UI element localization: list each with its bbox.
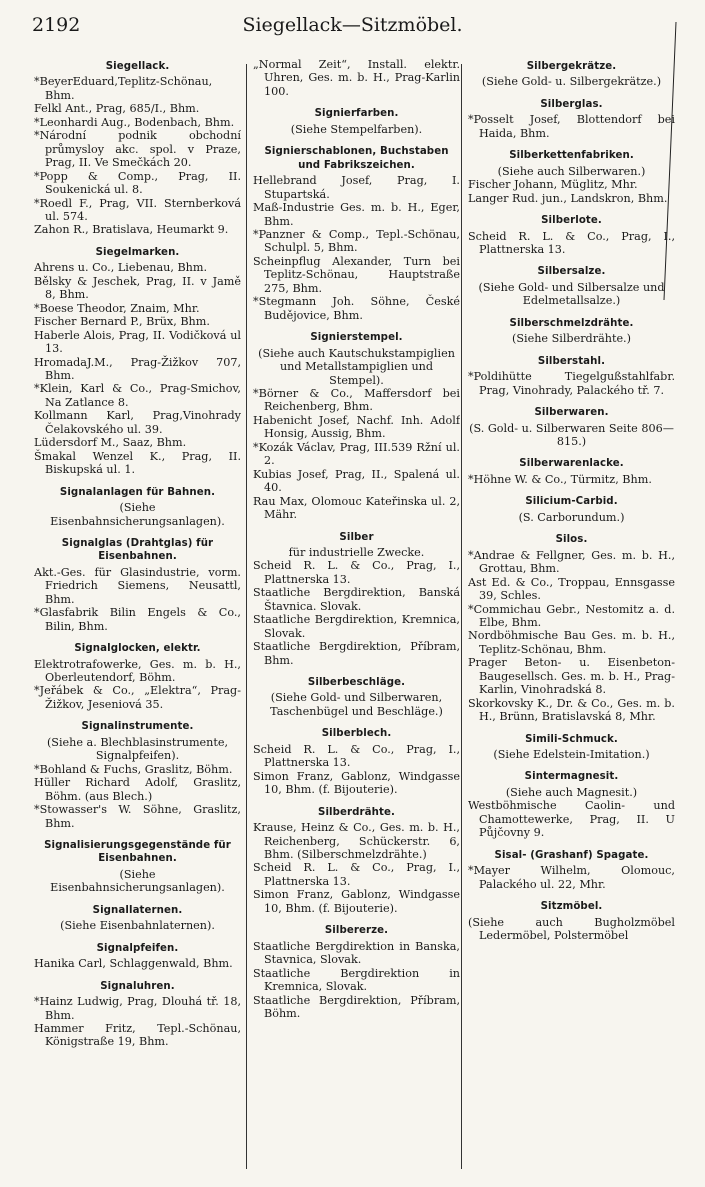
directory-entry: Kollmann Karl, Prag,Vinohrady Čelakovského ul. 39.: [34, 409, 241, 436]
directory-entry: Fischer Bernard P., Brüx, Bhm.: [34, 315, 210, 329]
section-heading: Silbergekrätze.: [526, 61, 617, 72]
column-divider: [461, 64, 462, 1169]
section-heading: Signalglocken, elektr.: [74, 643, 201, 655]
directory-entry: Prager Beton- u. Eisenbeton-Baugesellsch. Ges. m. b. H., Prag-Karlin, Vinohradská 8.: [468, 656, 675, 697]
directory-columns: [34, 58, 674, 1176]
section-heading: Silberwarenlacke.: [519, 458, 624, 470]
directory-entry: Zahon R., Bratislava, Heumarkt 9.: [34, 223, 229, 237]
directory-entry: Lüdersdorf M., Saaz, Bhm.: [34, 436, 187, 450]
directory-entry: Bělsky & Jeschek, Prag, II. v Jamě 8, Bhm.: [34, 274, 241, 302]
directory-entry: *Andrae & Fellgner, Ges. m. b. H., Grottau, Bhm.: [468, 548, 675, 576]
section-heading: Silberschmelzdrähte.: [509, 317, 634, 329]
cross-reference: (Siehe auch Kautschukstampiglien und Metallstampiglien und Stempel).: [258, 346, 455, 387]
section-heading: Siegelmarken.: [95, 246, 180, 258]
directory-entry: Westböhmische Caolin- und Chamottewerke, Prag, II. U Půjčovny 9.: [468, 799, 675, 840]
directory-entry: (Siehe auch Bugholzmöbel Ledermöbel, Polstermöbel: [468, 915, 675, 943]
section-heading: Silber: [339, 531, 374, 543]
section-heading: Signierstempel.: [310, 332, 403, 344]
directory-entry: Hüller Richard Adolf, Graslitz, Böhm. (aus Blech.): [34, 776, 241, 803]
directory-entry: *Kozák Václav, Prag, III.539 Ržní ul. 2.: [253, 440, 460, 468]
cross-reference: (Siehe Gold- u. Silbergekrätze.): [481, 75, 662, 89]
column-3: [468, 58, 675, 1176]
directory-entry: Simon Franz, Gablonz, Windgasse 10, Bhm. (f. Bijouterie).: [253, 769, 460, 797]
directory-entry: HromadaJ.M., Prag-Žižkov 707, Bhm.: [34, 355, 241, 382]
section-heading: Sisal- (Grashanf) Spagate.: [494, 849, 649, 861]
directory-entry: Haberle Alois, Prag, II. Vodičková ul 13.: [34, 328, 241, 356]
cross-reference: (Siehe Eisenbahnsicherungsanlagen).: [50, 867, 225, 895]
directory-entry: *Stegmann Joh. Söhne, České Budějovice, Bhm.: [253, 295, 460, 322]
section-heading: Signalanlagen für Bahnen.: [59, 486, 216, 498]
section-heading: Silicium-Carbid.: [525, 496, 618, 508]
section-heading: Silberbeschläge.: [307, 677, 406, 689]
directory-entry: Felkl Ant., Prag, 685/I., Bhm.: [34, 102, 200, 116]
directory-entry: Scheid R. L. & Co., Prag, I., Plattnerska 13.: [468, 229, 675, 256]
directory-entry: *Roedl F., Prag, VII. Sternberková ul. 574.: [34, 196, 241, 223]
directory-entry: *Hainz Ludwig, Prag, Dlouhá tř. 18, Bhm.: [34, 995, 241, 1022]
cross-reference: für industrielle Zwecke.: [288, 545, 425, 559]
directory-entry: *Mayer Wilhelm, Olomouc, Palackého ul. 22, Mhr.: [468, 864, 675, 891]
section-heading: Signalinstrumente.: [81, 721, 194, 733]
directory-entry: „Normal Zeit“, Install. elektr. Uhren, Ges. m. b. H., Prag-Karlin 100.: [253, 58, 460, 98]
running-title: Siegellack—Sitzmöbel.: [242, 14, 463, 36]
directory-entry: Staatliche Bergdirektion in Banska, Stavnica, Slovak.: [253, 939, 460, 967]
directory-entry: *Popp & Comp., Prag, II. Soukenická ul. 8.: [34, 169, 241, 197]
cross-reference: (Siehe Edelstein-Imitation.): [493, 748, 650, 762]
directory-entry: Staatliche Bergdirektion, Příbram, Bhm.: [253, 640, 460, 667]
directory-entry: Staatliche Bergdirektion in Kremnica, Slovak.: [253, 966, 460, 994]
cross-reference: (Siehe auch Silberwaren.): [497, 164, 646, 178]
directory-entry: *Leonhardi Aug., Bodenbach, Bhm.: [34, 115, 235, 129]
directory-entry: Staatliche Bergdirektion, Banská Štavnica. Slovak.: [253, 586, 460, 613]
directory-entry: *Poldihütte Tiegelgußstahlfabr. Prag, Vinohrady, Palackého tř. 7.: [468, 370, 675, 397]
directory-entry: Kubias Josef, Prag, II., Spalená ul. 40.: [253, 467, 460, 495]
directory-entry: Hanika Carl, Schlaggenwald, Bhm.: [34, 957, 233, 971]
section-heading: Signallaternen.: [92, 904, 183, 916]
section-heading: Silberstahl.: [537, 355, 606, 367]
directory-entry: Scheid R. L. & Co., Prag, I., Plattnerska 13.: [253, 559, 460, 586]
section-heading: Signierfarben.: [314, 108, 399, 120]
section-heading: Silberwaren.: [534, 407, 609, 419]
section-heading: Silbersalze.: [537, 266, 606, 278]
directory-entry: *BeyerEduard,Teplitz-Schönau, Bhm.: [34, 75, 213, 102]
directory-entry: Akt.-Ges. für Glasindustrie, vorm. Friedrich Siemens, Neusattl, Bhm.: [34, 565, 241, 606]
directory-entry: Habenicht Josef, Nachf. Inh. Adolf Honsig, Aussig, Bhm.: [253, 413, 460, 441]
column-1: [34, 58, 241, 1176]
page-header: [0, 14, 705, 42]
section-heading: Signalisierungsgegenstände für Eisenbahnen.: [44, 840, 231, 865]
directory-entry: Skorkovsky K., Dr. & Co., Ges. m. b. H., Brünn, Bratislavská 8, Mhr.: [468, 696, 675, 724]
section-heading: Signaluhren.: [100, 980, 175, 992]
directory-entry: Scheinpflug Alexander, Turn bei Teplitz-Schönau, Hauptstraße 275, Bhm.: [253, 254, 460, 295]
page-number: 2192: [32, 14, 81, 36]
directory-entry: *Commichau Gebr., Nestomitz a. d. Elbe, Bhm.: [468, 602, 675, 629]
directory-entry: *Boese Theodor, Znaim, Mhr.: [34, 301, 200, 315]
section-heading: Sintermagnesit.: [524, 771, 619, 783]
directory-entry: Maß-Industrie Ges. m. b. H., Eger, Bhm.: [253, 201, 460, 228]
directory-entry: Nordböhmische Bau Ges. m. b. H., Teplitz-Schönau, Bhm.: [468, 629, 675, 656]
section-heading: Silbererze.: [324, 925, 389, 937]
section-heading: Sitzmöbel.: [540, 901, 603, 913]
section-heading: Signalglas (Drahtglas) für Eisenbahnen.: [61, 537, 214, 563]
directory-entry: Rau Max, Olomouc Kateřinska ul. 2, Mähr.: [253, 494, 460, 522]
directory-entry: *Národní podnik obchodní průmysloy akc. spol. v Praze, Prag, II. Ve Smečkách 20.: [34, 129, 241, 170]
directory-entry: *Bohland & Fuchs, Graslitz, Böhm.: [34, 762, 233, 776]
directory-entry: *Klein, Karl & Co., Prag-Smichov, Na Zatlance 8.: [34, 382, 241, 409]
directory-entry: Staatliche Bergdirektion, Kremnica, Slovak.: [253, 613, 460, 640]
section-heading: Silberlote.: [541, 215, 602, 227]
cross-reference: (S. Carborundum.): [518, 510, 625, 524]
cross-reference: (Siehe Stempelfarben).: [290, 122, 423, 136]
section-heading: Siegellack.: [105, 61, 170, 72]
section-heading: Signierschablonen, Buchstaben und Fabrikszeichen.: [264, 146, 449, 171]
cross-reference: (S. Gold- u. Silberwaren Seite 806—815.): [469, 421, 674, 448]
cross-reference: (Siehe Gold- und Silberwaren, Taschenbügel und Beschläge.): [270, 691, 443, 718]
directory-entry: Krause, Heinz & Co., Ges. m. b. H., Reichenberg, Schückerstr. 6, Bhm. (Silberschmelzdrähte.): [253, 821, 460, 862]
section-heading: Silberdrähte.: [318, 806, 395, 818]
directory-entry: Ahrens u. Co., Liebenau, Bhm.: [34, 261, 208, 275]
directory-entry: Elektrotrafowerke, Ges. m. b. H., Oberleutendorf, Böhm.: [34, 657, 241, 685]
directory-entry: Fischer Johann, Müglitz, Mhr.: [468, 178, 638, 192]
directory-entry: *Börner & Co., Maffersdorf bei Reichenberg, Bhm.: [253, 386, 460, 414]
directory-entry: *Jeřábek & Co., „Elektra“, Prag-Žižkov, Jeseniová 35.: [34, 684, 241, 711]
cross-reference: (Siehe Eisenbahnlaternen).: [60, 919, 215, 933]
cross-reference: (Siehe Eisenbahnsicherungsanlagen).: [50, 501, 225, 528]
section-heading: Silberglas.: [540, 98, 603, 110]
directory-entry: *Panzner & Comp., Tepl.-Schönau, Schulpl. 5, Bhm.: [253, 227, 460, 255]
directory-entry: Šmakal Wenzel K., Prag, II. Biskupská ul. 1.: [34, 449, 241, 477]
directory-entry: Simon Franz, Gablonz, Windgasse 10, Bhm. (f. Bijouterie).: [253, 888, 460, 915]
directory-entry: *Höhne W. & Co., Türmitz, Bhm.: [468, 472, 652, 486]
section-heading: Simili-Schmuck.: [525, 733, 618, 745]
directory-entry: Hammer Fritz, Tepl.-Schönau, Königstraße 19, Bhm.: [34, 1022, 241, 1049]
cross-reference: (Siehe Silberdrähte.): [512, 332, 631, 346]
directory-entry: Ast Ed. & Co., Troppau, Ennsgasse 39, Schles.: [468, 575, 675, 603]
directory-entry: Staatliche Bergdirektion, Příbram, Böhm.: [253, 993, 460, 1020]
column-2: [253, 58, 460, 1176]
section-heading: Silberblech.: [321, 728, 392, 740]
section-heading: Silos.: [555, 534, 588, 546]
directory-entry: *Glasfabrik Bilin Engels & Co., Bilin, Bhm.: [34, 606, 241, 633]
section-heading: Silberkettenfabriken.: [509, 150, 634, 162]
cross-reference: (Siehe auch Magnesit.): [505, 785, 638, 799]
directory-entry: Langer Rud. jun., Landskron, Bhm.: [468, 191, 668, 205]
directory-entry: *Stowasser's W. Söhne, Graslitz, Bhm.: [34, 803, 241, 830]
directory-entry: Hellebrand Josef, Prag, I. Stupartská.: [253, 174, 460, 201]
section-heading: Signalpfeifen.: [96, 942, 179, 954]
directory-entry: Scheid R. L. & Co., Prag, I., Plattnerska 13.: [253, 742, 460, 770]
cross-reference: (Siehe a. Blechblasinstrumente, Signalpfeifen).: [46, 735, 229, 763]
cross-reference: (Siehe Gold- und Silbersalze und Edelmetallsalze.): [478, 280, 665, 308]
directory-entry: Scheid R. L. & Co., Prag, I., Plattnerska 13.: [253, 861, 460, 888]
column-divider: [246, 64, 247, 1169]
directory-entry: *Posselt Josef, Blottendorf bei Haida, Bhm.: [468, 113, 675, 140]
